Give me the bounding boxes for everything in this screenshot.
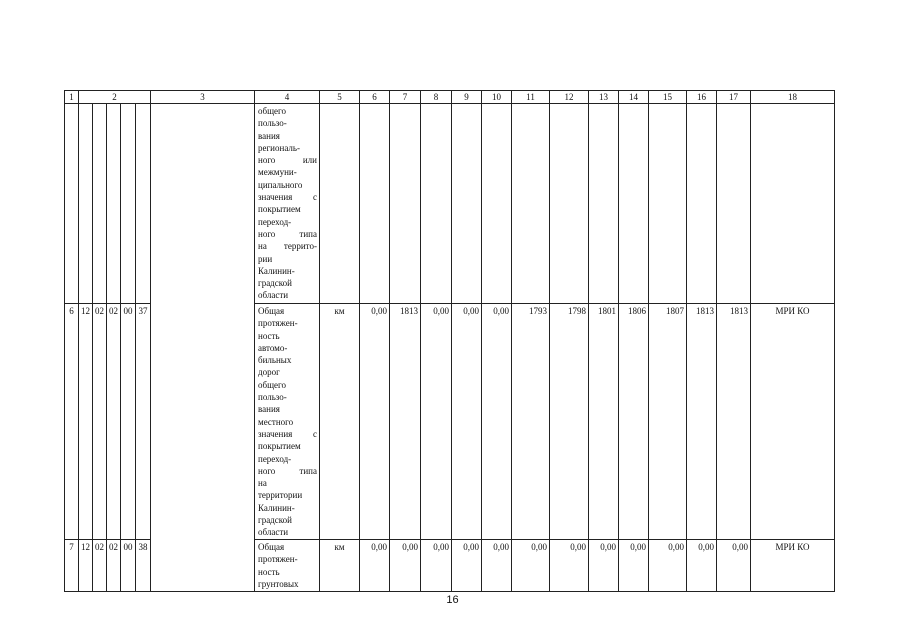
header-row <box>65 91 835 104</box>
description-line: пользо- <box>258 118 287 129</box>
description-line: общего <box>258 106 286 116</box>
col-header: 15 <box>649 91 687 104</box>
table-cell <box>452 104 482 304</box>
code-cell: 00 <box>121 540 136 592</box>
description-line: значения с <box>258 428 317 439</box>
description-line: общего <box>258 379 286 390</box>
row-number: 7 <box>65 540 79 592</box>
value-cell: 0,00 <box>649 540 687 592</box>
value-cell: 0,00 <box>360 540 390 592</box>
description-line: покрытием <box>258 204 301 215</box>
table-cell <box>687 104 717 304</box>
code-cell: 02 <box>93 304 107 540</box>
description-line: области <box>258 290 289 301</box>
value-cell: 0,00 <box>619 540 649 592</box>
code-cell: 02 <box>107 304 121 540</box>
description-line: покрытием <box>258 441 301 452</box>
table-cell <box>107 104 121 304</box>
col-header: 1 <box>65 91 79 104</box>
value-cell: 0,00 <box>390 540 421 592</box>
description-line: региональ- <box>258 142 300 153</box>
value-cell: 0,00 <box>687 540 717 592</box>
table-cell <box>390 104 421 304</box>
description-line: местного <box>258 416 294 427</box>
table-cell <box>751 104 835 304</box>
col-header: 5 <box>320 91 360 104</box>
value-cell: 0,00 <box>717 540 751 592</box>
code-cell: 12 <box>79 540 93 592</box>
description-line: переход- <box>258 216 292 227</box>
value-cell: 1813 <box>687 304 717 540</box>
table-cell <box>421 104 452 304</box>
value-cell: 0,00 <box>360 304 390 540</box>
col-header: 3 <box>151 91 255 104</box>
table-cell <box>79 104 93 304</box>
value-cell: 0,00 <box>512 540 550 592</box>
value-cell: 1793 <box>512 304 550 540</box>
col-header: 9 <box>452 91 482 104</box>
code-cell: 02 <box>107 540 121 592</box>
value-cell: 1806 <box>619 304 649 540</box>
description-line: протяжен- <box>258 554 298 565</box>
col-header: 11 <box>512 91 550 104</box>
col-header: 10 <box>482 91 512 104</box>
code-cell: 00 <box>121 304 136 540</box>
value-cell: 0,00 <box>421 540 452 592</box>
col-header: 2 <box>79 91 151 104</box>
table-cell <box>589 104 619 304</box>
description-line: значения с <box>258 192 317 203</box>
description-line: межмуни- <box>258 167 297 178</box>
table-cell <box>482 104 512 304</box>
table-cell <box>151 104 255 592</box>
table-cell <box>65 104 79 304</box>
unit-cell: км <box>320 540 360 592</box>
value-cell: 0,00 <box>452 304 482 540</box>
value-cell: 1801 <box>589 304 619 540</box>
row-number: 6 <box>65 304 79 540</box>
indicator-table <box>64 90 835 592</box>
table-cell <box>121 104 136 304</box>
code-cell: 37 <box>136 304 151 540</box>
unit-cell: км <box>320 304 360 540</box>
col-header: 12 <box>550 91 589 104</box>
description-line: ного или <box>258 155 317 166</box>
col-header: 14 <box>619 91 649 104</box>
source-cell: МРИ КО <box>751 540 835 592</box>
description-line: ципального <box>258 179 303 190</box>
table-cell <box>649 104 687 304</box>
description-line: вания <box>258 130 280 141</box>
description-line: ность <box>258 330 280 341</box>
table-cell <box>136 104 151 304</box>
table-cell <box>93 104 107 304</box>
col-header: 17 <box>717 91 751 104</box>
col-header: 6 <box>360 91 390 104</box>
description-cell <box>255 540 320 592</box>
table-cell <box>360 104 390 304</box>
description-line: вания <box>258 404 280 415</box>
description-line: градской <box>258 515 292 526</box>
description-line: ного типа <box>258 465 317 476</box>
description-line: Общая <box>258 542 285 552</box>
col-header: 7 <box>390 91 421 104</box>
table-cell <box>512 104 550 304</box>
description-line: градской <box>258 278 292 289</box>
description-line: пользо- <box>258 392 287 403</box>
description-line: территории <box>258 490 303 501</box>
table-cell <box>320 104 360 304</box>
col-header: 18 <box>751 91 835 104</box>
value-cell: 1813 <box>717 304 751 540</box>
code-cell: 12 <box>79 304 93 540</box>
code-cell: 38 <box>136 540 151 592</box>
description-line: дорог <box>258 367 280 378</box>
description-line: рии <box>258 253 273 264</box>
description-cell <box>255 304 320 540</box>
col-header: 16 <box>687 91 717 104</box>
table-cell <box>550 104 589 304</box>
description-line: автомо- <box>258 342 288 353</box>
col-header: 13 <box>589 91 619 104</box>
source-cell: МРИ КО <box>751 304 835 540</box>
table-cell <box>619 104 649 304</box>
col-header: 4 <box>255 91 320 104</box>
description-line: Общая <box>258 306 285 316</box>
value-cell: 0,00 <box>482 304 512 540</box>
table-cell <box>717 104 751 304</box>
value-cell: 0,00 <box>550 540 589 592</box>
description-line: ность <box>258 566 280 577</box>
col-header: 8 <box>421 91 452 104</box>
value-cell: 1813 <box>390 304 421 540</box>
value-cell: 0,00 <box>482 540 512 592</box>
page-number: 16 <box>446 594 459 606</box>
description-line: протяжен- <box>258 318 298 329</box>
description-line: бильных <box>258 355 292 366</box>
description-line: области <box>258 527 289 538</box>
description-line: на <box>258 478 267 489</box>
description-line: Калинин- <box>258 265 295 276</box>
code-cell: 02 <box>93 540 107 592</box>
description-line: ного типа <box>258 228 317 239</box>
value-cell: 0,00 <box>589 540 619 592</box>
description-line: на террито- <box>258 241 317 252</box>
description-line: переход- <box>258 453 292 464</box>
value-cell: 1798 <box>550 304 589 540</box>
value-cell: 0,00 <box>452 540 482 592</box>
description-cell <box>255 104 320 304</box>
value-cell: 1807 <box>649 304 687 540</box>
continuation-row <box>65 104 835 304</box>
description-line: Калинин- <box>258 502 295 513</box>
description-line: грунтовых <box>258 578 299 589</box>
value-cell: 0,00 <box>421 304 452 540</box>
